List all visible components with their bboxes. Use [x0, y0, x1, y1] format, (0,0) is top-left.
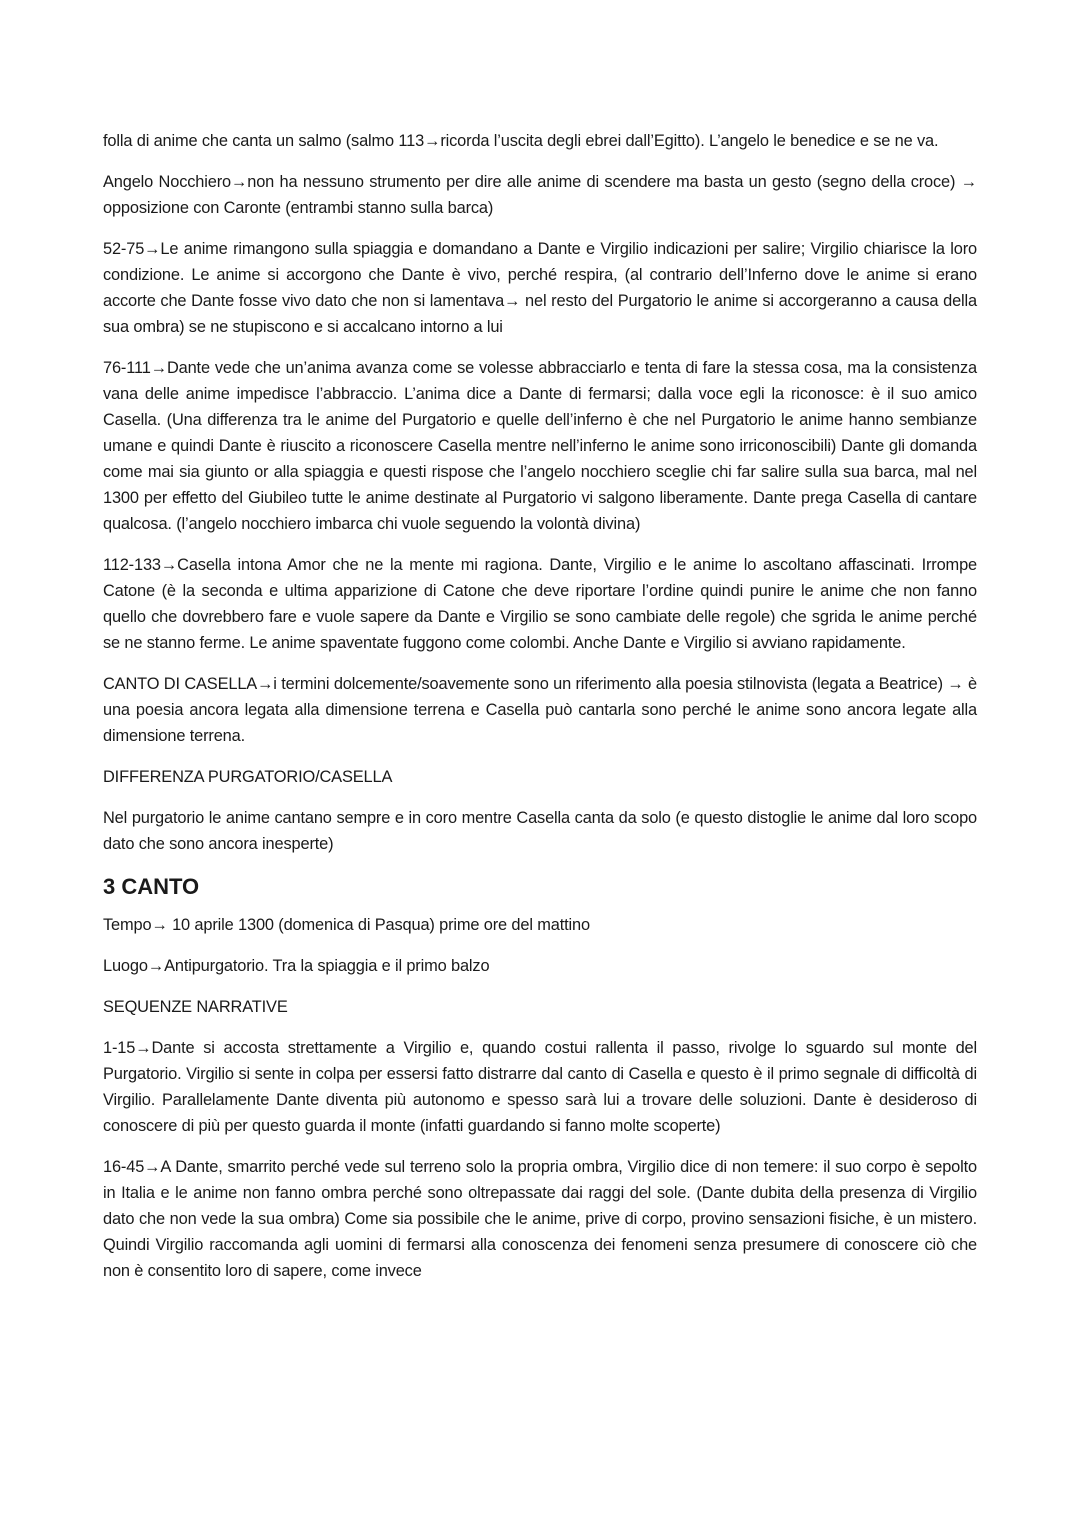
paragraph: Nel purgatorio le anime cantano sempre e in coro mentre Casella canta da solo (e questo distoglie le anime dal loro scopo dato che sono ancora inesperte) — [103, 809, 977, 853]
section-label: DIFFERENZA PURGATORIO/CASELLA — [103, 768, 393, 786]
paragraph: CANTO DI CASELLA→i termini dolcemente/soavemente sono un riferimento alla poesia stilnovista (legata a Beatrice) → è una poesia ancora legata alla dimensione terrena e Casella può cantarla sono perché le anime sono ancora legate alla dimensione terrena. — [103, 675, 977, 745]
paragraph: 52-75→Le anime rimangono sulla spiaggia e domandano a Dante e Virgilio indicazioni per salire; Virgilio chiarisce la loro condizione. Le anime si accorgono che Dante è vivo, perché respira, (al contrario dell’Inferno dove le anime si erano accorte che Dante fosse vivo dato che non si lamentava→ nel resto del Purgatorio le anime si accorgeranno a causa della sua ombra) se ne stupiscono e si accalcano intorno a lui — [103, 240, 977, 336]
paragraph: 16-45→A Dante, smarrito perché vede sul terreno solo la propria ombra, Virgilio dice di non temere: il suo corpo è sepolto in Italia e le anime non fanno ombra perché sono oltrepassate dai raggi del sole. (Dante dubita della presenza di Virgilio dato che non vede la sua ombra) Come sia possibile che le anime, prive di corpo, provino sensazioni fisiche, è un mistero. Quindi Virgilio raccomanda agli uomini di fermarsi alla conoscenza dei fenomeni senza presumere di conoscere ciò che non è consentito loro di sapere, come invece — [103, 1158, 977, 1280]
paragraph: 1-15→Dante si accosta strettamente a Virgilio e, quando costui rallenta il passo, rivolge lo sguardo sul monte del Purgatorio. Virgilio si sente in colpa per essersi fatto distrarre dal canto di Casella e questo è il primo segnale di difficoltà di Virgilio. Parallelamente Dante diventa più autonomo e spesso sarà lui a trovare delle soluzioni. Dante è desideroso di conoscere di più per questo guarda il monte (infatti guardando si fanno molte scoperte) — [103, 1039, 977, 1135]
paragraph: folla di anime che canta un salmo (salmo 113→ricorda l’uscita degli ebrei dall’Egitto). L’angelo le benedice e se ne va. — [103, 132, 939, 150]
paragraph: Angelo Nocchiero→non ha nessuno strumento per dire alle anime di scendere ma basta un gesto (segno della croce) → opposizione con Caronte (entrambi stanno sulla barca) — [103, 173, 977, 217]
section-label: SEQUENZE NARRATIVE — [103, 998, 288, 1016]
document-page — [103, 128, 977, 1299]
paragraph: 112-133→Casella intona Amor che ne la mente mi ragiona. Dante, Virgilio e le anime lo ascoltano affascinati. Irrompe Catone (è la seconda e ultima apparizione di Catone che deve riportare l’ordine quindi punire le anime che non fanno quello che dovrebbero fare e vuole sapere da Dante e Virgilio se sono cambiate delle regole) che sgrida le anime perché se ne stanno ferme. Le anime spaventate fuggono come colombi. Anche Dante e Virgilio si avviano rapidamente. — [103, 556, 977, 652]
paragraph: 76-111→Dante vede che un’anima avanza come se volesse abbracciarlo e tenta di fare la stessa cosa, ma la consistenza vana delle anime impedisce l’abbraccio. L’anima dice a Dante di fermarsi; dalla voce egli la riconosce: è il suo amico Casella. (Una differenza tra le anime del Purgatorio e quelle dell’inferno è che nel Purgatorio le anime hanno sembianze umane e quindi Dante è riuscito a riconoscere Casella mentre nell’inferno le anime sono irriconoscibili) Dante gli domanda come mai sia giunto or alla spiaggia e questi rispose che l’angelo nocchiero sceglie chi far salire sulla sua barca, mal nel 1300 per effetto del Giubileo tutte le anime destinate al Purgatorio vi salgono liberamente. Dante prega Casella di cantare qualcosa. (l’angelo nocchiero imbarca chi vuole seguendo la volontà divina) — [103, 359, 977, 533]
paragraph: Tempo→ 10 aprile 1300 (domenica di Pasqua) prime ore del mattino — [103, 916, 590, 934]
paragraph: Luogo→Antipurgatorio. Tra la spiaggia e il primo balzo — [103, 957, 490, 975]
section-heading: 3 CANTO — [103, 874, 200, 899]
